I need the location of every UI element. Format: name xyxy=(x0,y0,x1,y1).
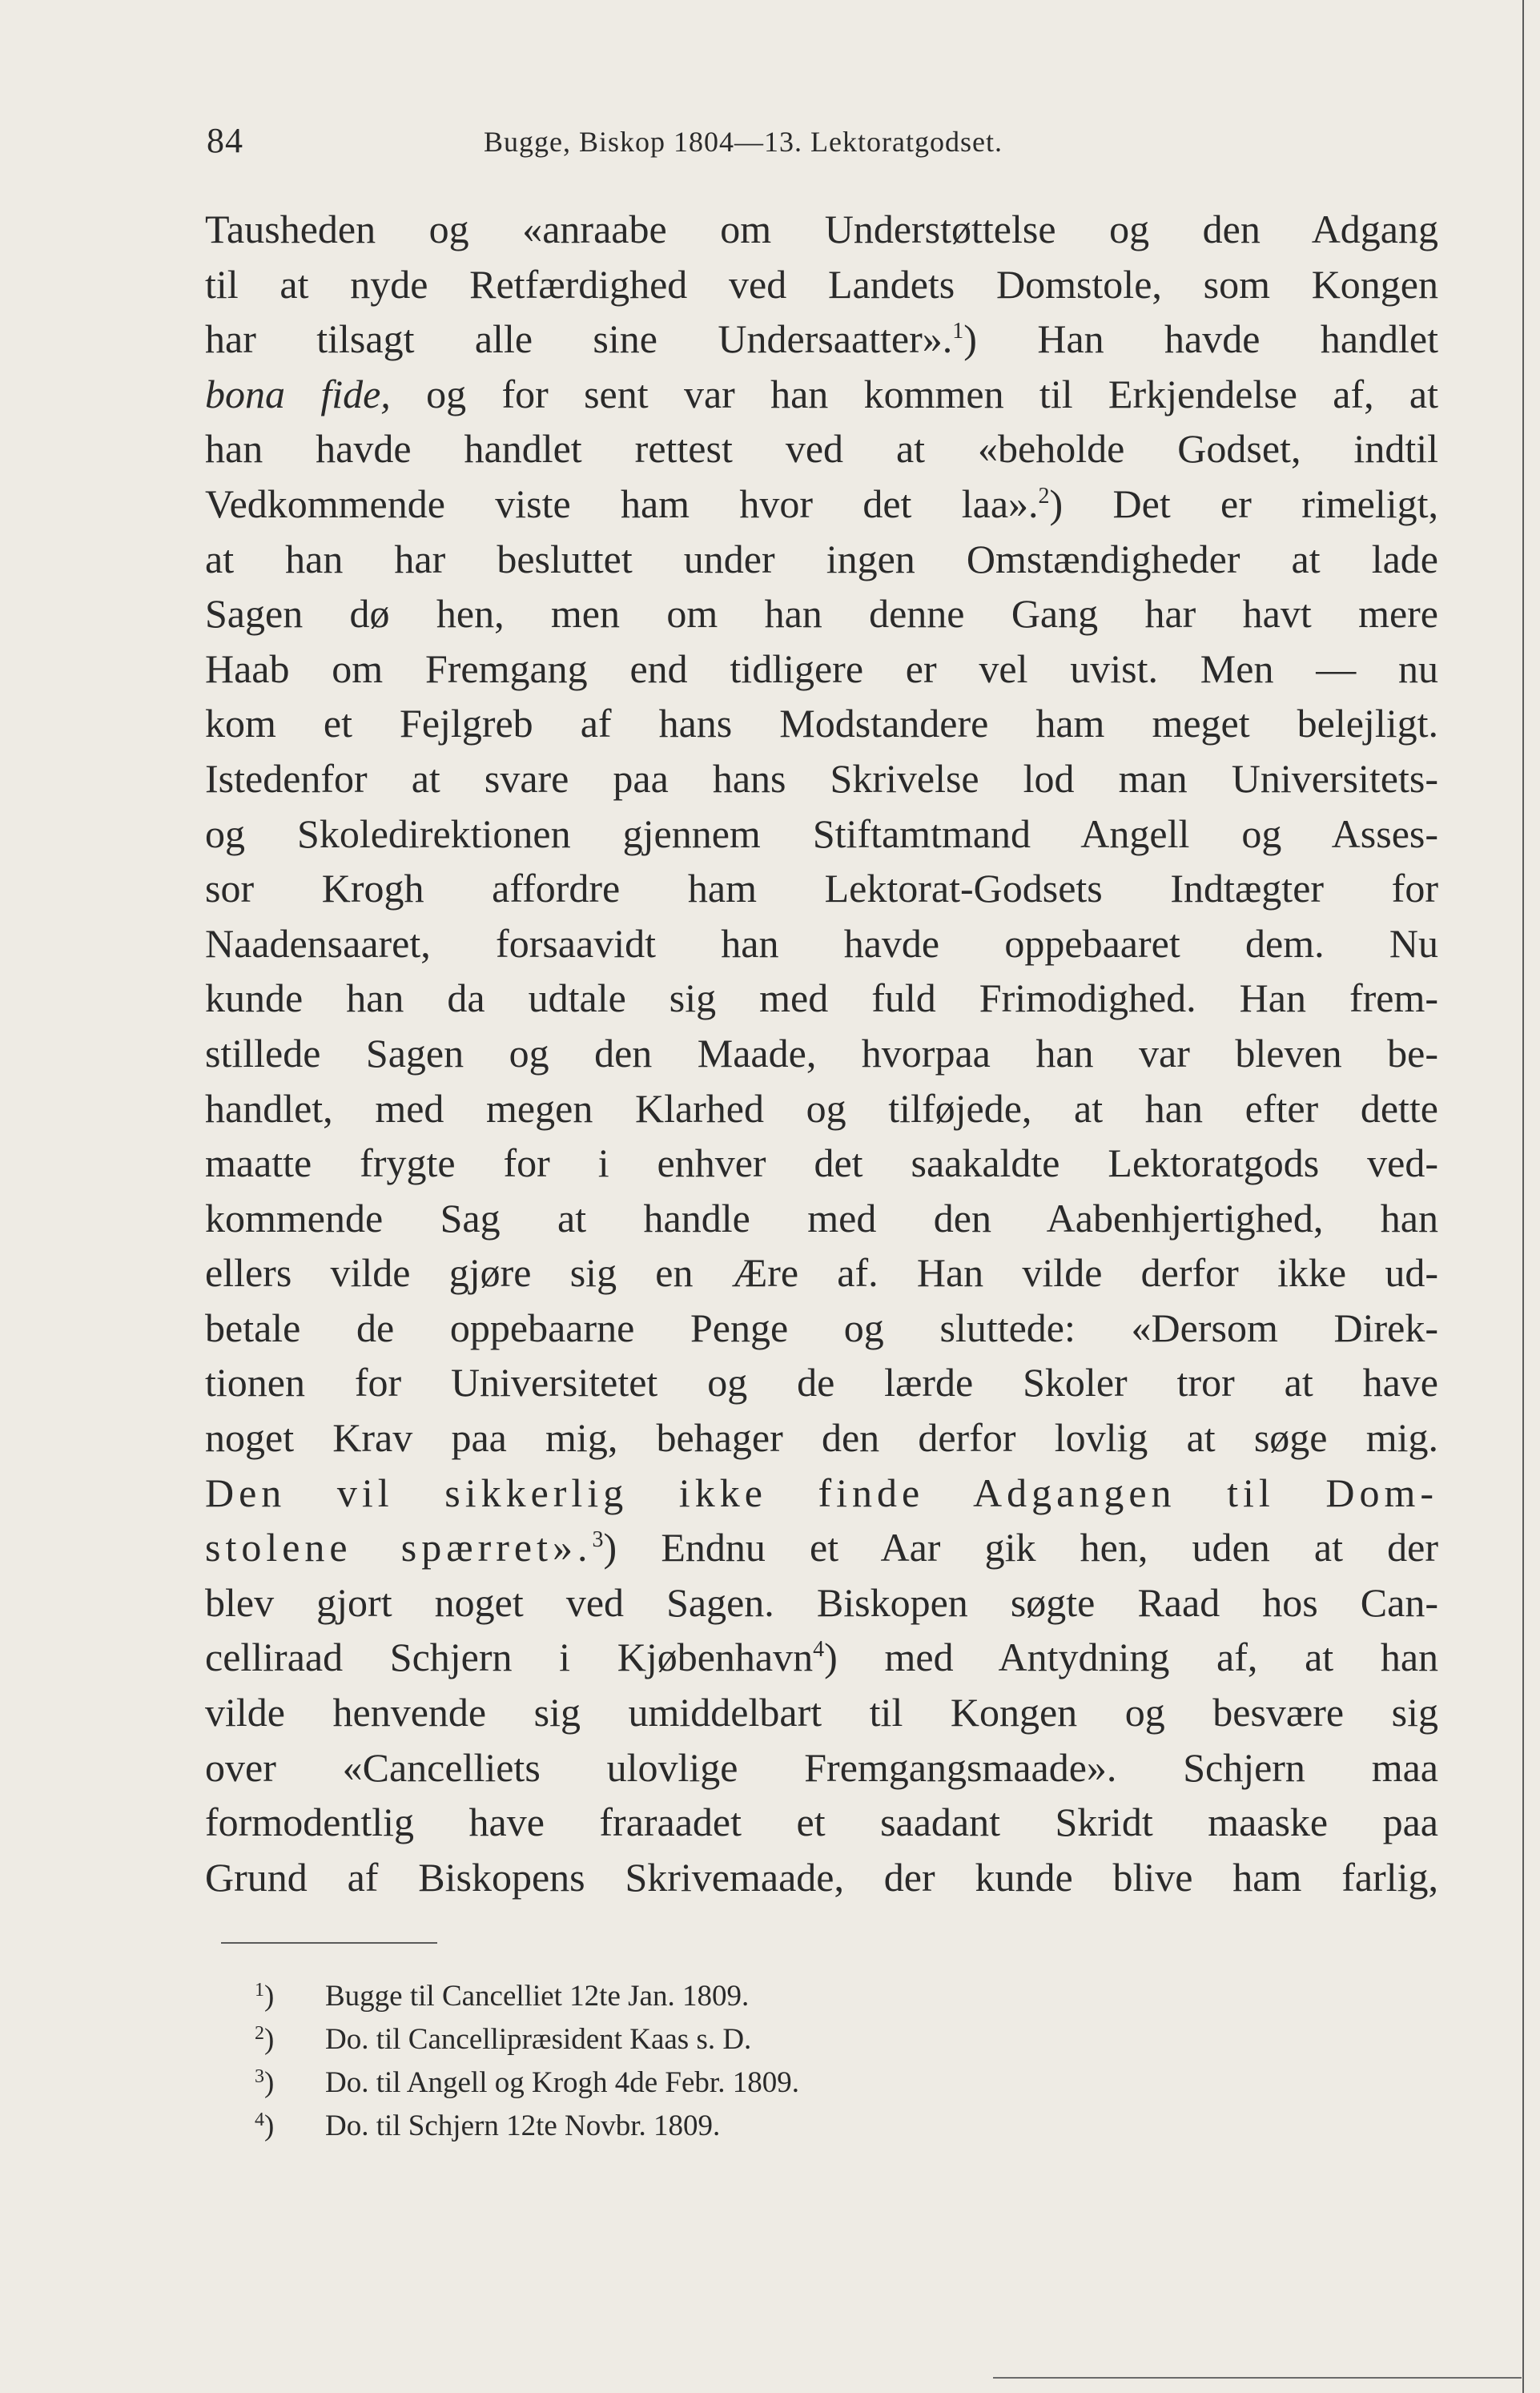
text-line: Sagen dø hen, men om han denne Gang har havt mere xyxy=(205,591,1438,637)
text-line-spaced: Den vil sikkerlig ikke finde Adgangen til Dom- xyxy=(205,1470,1438,1515)
text-line: Vedkommende viste ham hvor det laa».$^2$) Det er rimeligt, xyxy=(205,481,1438,526)
running-head: Bugge, Biskop 1804—13. Lektoratgodset. xyxy=(484,126,1003,158)
footnote xyxy=(255,1975,1136,2018)
text-line: formodentlig have fraraadet et saadant Skridt maaske paa xyxy=(205,1800,1438,1845)
page-number: 84 xyxy=(207,121,243,160)
text-line: ellers vilde gjøre sig en Ære af. Han vilde derfor ikke ud- xyxy=(205,1250,1438,1296)
page-edge-bottom xyxy=(993,2377,1522,2379)
text-line: betale de oppebaarne Penge og sluttede: «Dersom Direk- xyxy=(205,1305,1438,1350)
footnote-text: Do. til Schjern 12te Novbr. 1809. xyxy=(325,2109,721,2142)
footnote-mark: $^4$) xyxy=(255,2109,275,2142)
footnote xyxy=(255,2105,1136,2148)
text-line: maatte frygte for i enhver det saakaldte Lektoratgods ved- xyxy=(205,1140,1438,1186)
text-line: kommende Sag at handle med den Aabenhjertighed, han xyxy=(205,1195,1438,1241)
italic-phrase: bona fide, xyxy=(205,371,391,416)
footnote-separator xyxy=(221,1942,437,1944)
footnote-ref: 4 xyxy=(813,1637,825,1663)
page-header xyxy=(207,120,1440,176)
text-line: noget Krav paa mig, behager den derfor lovlig at søge mig. xyxy=(205,1415,1438,1461)
text-line: tionen for Universitetet og de lærde Skoler tror at have xyxy=(205,1360,1438,1406)
text-line: vilde henvende sig umiddelbart til Kongen og besvære sig xyxy=(205,1690,1438,1735)
footnote-mark: $^1$) xyxy=(255,1980,275,2013)
footnote xyxy=(255,2018,1136,2061)
text-line: blev gjort noget ved Sagen. Biskopen søgte Raad hos Can- xyxy=(205,1579,1438,1625)
footnote-ref: 3 xyxy=(592,1527,604,1553)
text-line: og Skoledirektionen gjennem Stiftamtmand Angell og Asses- xyxy=(205,810,1438,856)
footnote-text: Bugge til Cancelliet 12te Jan. 1809. xyxy=(325,1980,750,2013)
text-line: at han har besluttet under ingen Omstændigheder at lade xyxy=(205,536,1438,581)
footnote-ref: 1 xyxy=(952,319,964,344)
text-line: Grund af Biskopens Skrivemaade, der kunde blive ham farlig, xyxy=(205,1854,1438,1900)
text-line: kunde han da udtale sig med fuld Frimodighed. Han frem- xyxy=(205,975,1438,1021)
text-line: kom et Fejlgreb af hans Modstandere ham meget belejligt. xyxy=(205,701,1438,746)
text-line: bona fide, og for sent var han kommen til Erkjendelse af, at xyxy=(205,371,1439,416)
text-line: til at nyde Retfærdighed ved Landets Domstole, som Kongen xyxy=(205,261,1438,307)
footnote-text: Do. til Angell og Krogh 4de Febr. 1809. xyxy=(325,2066,799,2099)
text-line: stolene spærret».$^3$) Endnu et Aar gik hen, uden at der xyxy=(205,1525,1438,1571)
text-line: Istedenfor at svare paa hans Skrivelse lod man Universitets- xyxy=(205,755,1438,801)
text-line: Tausheden og «anraabe om Understøttelse og den Adgang xyxy=(205,207,1438,251)
footnote xyxy=(255,2061,1136,2105)
text-line: Haab om Fremgang end tidligere er vel uvist. Men — nu xyxy=(205,646,1438,691)
footnote-mark: $^3$) xyxy=(255,2066,275,2099)
page-edge xyxy=(1522,0,1524,2393)
text-line: han havde handlet rettest ved at «beholde Godset, indtil xyxy=(205,426,1438,472)
text-line: handlet, med megen Klarhed og tilføjede, at han efter dette xyxy=(205,1085,1438,1131)
footnote-ref: 2 xyxy=(1038,483,1050,509)
body-text xyxy=(205,202,1438,1904)
text-line: har tilsagt alle sine Undersaatter».$^1$) Han havde handlet xyxy=(205,316,1438,362)
text-line: over «Cancelliets ulovlige Fremgangsmaade». Schjern maa xyxy=(205,1744,1438,1790)
text-line: celliraad Schjern i Kjøbenhavn$^4$) med Antydning af, at han xyxy=(205,1635,1439,1680)
footnotes xyxy=(255,1975,1136,2148)
text-line: sor Krogh affordre ham Lektorat-Godsets Indtægter for xyxy=(205,866,1438,911)
text-line: stillede Sagen og den Maade, hvorpaa han var bleven be- xyxy=(205,1030,1438,1076)
footnote-mark: $^2$) xyxy=(255,2023,275,2056)
footnote-text: Do. til Cancellipræsident Kaas s. D. xyxy=(325,2023,752,2056)
text-line: Naadensaaret, forsaavidt han havde oppebaaret dem. Nu xyxy=(205,920,1438,966)
